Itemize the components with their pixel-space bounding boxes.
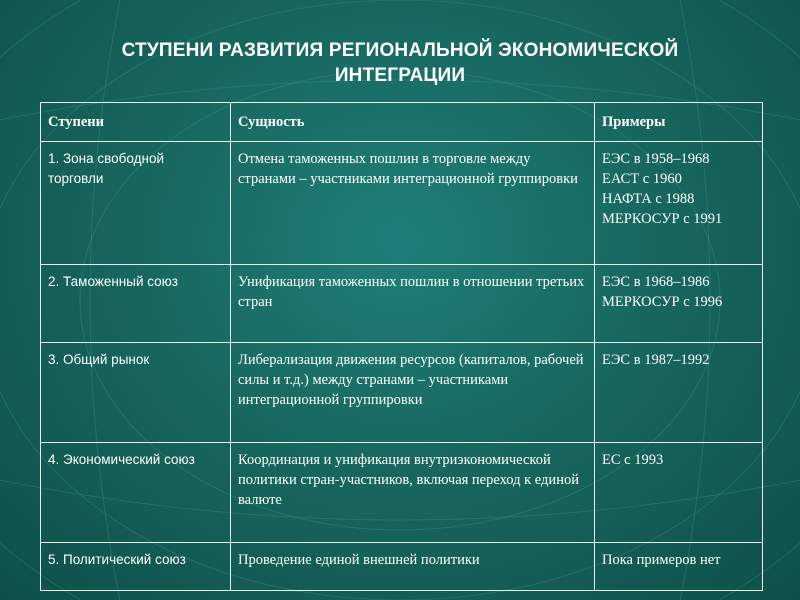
example-item: НАФТА с 1988	[602, 191, 695, 207]
table-row	[41, 343, 763, 443]
header-examples: Примеры	[595, 103, 763, 142]
examples-cell	[595, 543, 763, 591]
example-item: ЕАСТ с 1960	[602, 171, 682, 187]
table-row	[41, 265, 763, 343]
example-item: МЕРКОСУР с 1996	[602, 294, 723, 310]
examples-cell	[595, 142, 763, 265]
stage-cell: 1. Зона свободной торговли	[41, 142, 231, 265]
header-stages: Ступени	[41, 103, 231, 142]
slide-title	[40, 38, 760, 88]
example-item: ЕЭС в 1968–1986	[602, 274, 710, 290]
essence-cell: Координация и унификация внутриэкономической политики стран-участников, включая переход к единой валюте	[231, 443, 595, 543]
table-row	[41, 142, 763, 265]
example-item: Пока примеров нет	[602, 552, 721, 568]
essence-cell: Либерализация движения ресурсов (капиталов, рабочей силы и т.д.) между странами – участниками интеграционной группировки	[231, 343, 595, 443]
example-item: ЕС с 1993	[602, 452, 664, 468]
stage-cell: 5. Политический союз	[41, 543, 231, 591]
title-line-1: СТУПЕНИ РАЗВИТИЯ РЕГИОНАЛЬНОЙ ЭКОНОМИЧЕСКОЙ	[121, 40, 679, 61]
essence-cell: Отмена таможенных пошлин в торговле между странами – участниками интеграционной группировки	[231, 142, 595, 265]
essence-cell: Проведение единой внешней политики	[231, 543, 595, 591]
examples-cell	[595, 443, 763, 543]
header-essence: Сущность	[231, 103, 595, 142]
table-row	[41, 443, 763, 543]
integration-stages-table	[40, 102, 763, 591]
stage-cell: 2. Таможенный союз	[41, 265, 231, 343]
table-row	[41, 543, 763, 591]
example-item: ЕЭС в 1987–1992	[602, 352, 710, 368]
examples-cell	[595, 265, 763, 343]
stage-cell: 3. Общий рынок	[41, 343, 231, 443]
example-item: МЕРКОСУР с 1991	[602, 211, 723, 227]
title-line-2: ИНТЕГРАЦИИ	[334, 65, 466, 86]
essence-cell: Унификация таможенных пошлин в отношении третьих стран	[231, 265, 595, 343]
examples-cell	[595, 343, 763, 443]
integration-table-container	[40, 102, 762, 591]
stage-cell: 4. Экономический союз	[41, 443, 231, 543]
example-item: ЕЭС в 1958–1968	[602, 151, 710, 167]
table-header-row	[41, 103, 763, 142]
